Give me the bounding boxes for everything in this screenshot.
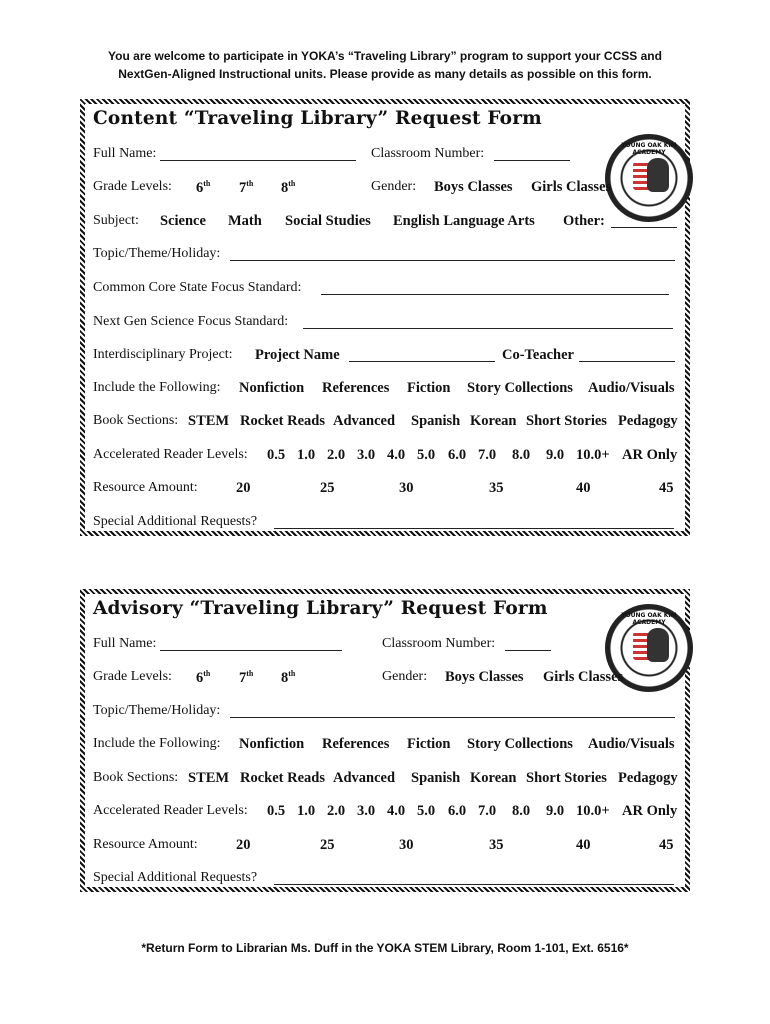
include-nonfiction[interactable]: Nonfiction bbox=[239, 380, 305, 396]
special-requests-label: Special Additional Requests? bbox=[93, 514, 258, 529]
topic-row bbox=[93, 246, 677, 268]
include-references[interactable]: References bbox=[322, 380, 390, 396]
adv-include-story-collections[interactable]: Story Collections bbox=[467, 736, 573, 752]
adv-special-requests-row bbox=[93, 870, 677, 892]
other-field[interactable] bbox=[611, 213, 677, 228]
amount-25[interactable]: 25 bbox=[320, 480, 335, 496]
adv-gender-label: Gender: bbox=[382, 669, 428, 684]
content-form-title: Content “Traveling Library” Request Form bbox=[93, 108, 542, 129]
section-rocket-reads[interactable]: Rocket Reads bbox=[240, 413, 325, 429]
ar-level-4-0[interactable]: 4.0 bbox=[387, 447, 406, 463]
boys-classes-option[interactable]: Boys Classes bbox=[434, 179, 513, 195]
adv-include-row bbox=[93, 736, 677, 758]
interdisciplinary-label: Interdisciplinary Project: bbox=[93, 347, 233, 362]
adv-ar-level-9-0[interactable]: 9.0 bbox=[546, 803, 565, 819]
adv-ar-level-6-0[interactable]: 6.0 bbox=[448, 803, 467, 819]
adv-topic-label: Topic/Theme/Holiday: bbox=[93, 703, 221, 718]
ar-level-6-0[interactable]: 6.0 bbox=[448, 447, 467, 463]
advisory-request-form bbox=[80, 589, 690, 892]
topic-label: Topic/Theme/Holiday: bbox=[93, 246, 221, 261]
classroom-label: Classroom Number: bbox=[371, 146, 485, 161]
include-label: Include the Following: bbox=[93, 380, 221, 395]
ar-level-10-plus[interactable]: 10.0+ bbox=[576, 447, 610, 463]
include-audio-visuals[interactable]: Audio/Visuals bbox=[588, 380, 675, 396]
adv-section-short-stories[interactable]: Short Stories bbox=[526, 770, 607, 786]
subject-other[interactable]: Other: bbox=[563, 213, 605, 229]
ccss-field[interactable] bbox=[321, 280, 669, 295]
ar-levels-row bbox=[93, 447, 677, 469]
adv-ar-level-10-plus[interactable]: 10.0+ bbox=[576, 803, 610, 819]
special-requests-field[interactable] bbox=[274, 514, 674, 529]
ccss-row bbox=[93, 280, 677, 302]
adv-section-rocket-reads[interactable]: Rocket Reads bbox=[240, 770, 325, 786]
subject-row bbox=[93, 213, 677, 235]
adv-boys-classes-option[interactable]: Boys Classes bbox=[445, 669, 524, 685]
ar-level-1-0[interactable]: 1.0 bbox=[297, 447, 316, 463]
adv-ar-level-7-0[interactable]: 7.0 bbox=[478, 803, 497, 819]
adv-special-requests-field[interactable] bbox=[274, 870, 674, 885]
grade-8-option[interactable]: 8th bbox=[281, 179, 296, 196]
amount-35[interactable]: 35 bbox=[489, 480, 504, 496]
adv-amount-label: Resource Amount: bbox=[93, 837, 198, 852]
adv-classroom-field[interactable] bbox=[505, 636, 551, 651]
adv-ar-levels-label: Accelerated Reader Levels: bbox=[93, 803, 248, 818]
section-pedagogy[interactable]: Pedagogy bbox=[618, 413, 678, 429]
adv-grade-label: Grade Levels: bbox=[93, 669, 172, 684]
adv-ar-level-4-0[interactable]: 4.0 bbox=[387, 803, 406, 819]
amount-20[interactable]: 20 bbox=[236, 480, 251, 496]
adv-full-name-field[interactable] bbox=[160, 636, 342, 651]
adv-section-stem[interactable]: STEM bbox=[188, 770, 230, 786]
subject-math[interactable]: Math bbox=[228, 213, 262, 229]
subject-label: Subject: bbox=[93, 213, 139, 228]
section-advanced[interactable]: Advanced bbox=[333, 413, 396, 429]
return-instructions: *Return Form to Librarian Ms. Duff in the YOKA STEM Library, Room 1-101, Ext. 6516* bbox=[141, 941, 629, 955]
ar-levels-label: Accelerated Reader Levels: bbox=[93, 447, 248, 462]
adv-girls-classes-option[interactable]: Girls Classes bbox=[543, 669, 624, 685]
grade-gender-row bbox=[93, 179, 677, 201]
adv-full-name-row bbox=[93, 636, 677, 658]
amount-45[interactable]: 45 bbox=[659, 480, 674, 496]
adv-grade-gender-row bbox=[93, 669, 677, 691]
adv-include-fiction[interactable]: Fiction bbox=[407, 736, 451, 752]
adv-grade-7-option[interactable]: 7th bbox=[239, 669, 254, 686]
ngss-row bbox=[93, 314, 677, 336]
gender-label: Gender: bbox=[371, 179, 417, 194]
special-requests-row bbox=[93, 514, 677, 536]
sections-row bbox=[93, 413, 677, 435]
sections-label: Book Sections: bbox=[93, 413, 179, 428]
adv-special-requests-label: Special Additional Requests? bbox=[93, 870, 258, 885]
project-name-label: Project Name bbox=[255, 347, 340, 363]
adv-section-advanced[interactable]: Advanced bbox=[333, 770, 396, 786]
adv-grade-6-option[interactable]: 6th bbox=[196, 669, 211, 686]
ar-level-3-0[interactable]: 3.0 bbox=[357, 447, 376, 463]
adv-ar-level-2-0[interactable]: 2.0 bbox=[327, 803, 346, 819]
adv-include-audio-visuals[interactable]: Audio/Visuals bbox=[588, 736, 675, 752]
adv-ar-only[interactable]: AR Only bbox=[622, 803, 678, 819]
full-name-label: Full Name: bbox=[93, 146, 157, 161]
interdisciplinary-row bbox=[93, 347, 677, 369]
intro-line-2: NextGen-Aligned Instructional units. Please provide as many details as possible on this form. bbox=[118, 67, 652, 81]
adv-amount-30[interactable]: 30 bbox=[399, 837, 414, 853]
adv-ar-level-8-0[interactable]: 8.0 bbox=[512, 803, 531, 819]
adv-amount-row bbox=[93, 837, 677, 859]
co-teacher-label: Co-Teacher bbox=[502, 347, 574, 363]
co-teacher-field[interactable] bbox=[579, 347, 675, 362]
full-name-row bbox=[93, 146, 677, 168]
content-request-form bbox=[80, 99, 690, 536]
project-name-field[interactable] bbox=[349, 347, 495, 362]
adv-amount-40[interactable]: 40 bbox=[576, 837, 591, 853]
amount-40[interactable]: 40 bbox=[576, 480, 591, 496]
adv-section-pedagogy[interactable]: Pedagogy bbox=[618, 770, 678, 786]
adv-classroom-label: Classroom Number: bbox=[382, 636, 496, 651]
ar-level-9-0[interactable]: 9.0 bbox=[546, 447, 565, 463]
girls-classes-option[interactable]: Girls Classes bbox=[531, 179, 612, 195]
ar-level-0-5[interactable]: 0.5 bbox=[267, 447, 286, 463]
adv-full-name-label: Full Name: bbox=[93, 636, 157, 651]
section-korean[interactable]: Korean bbox=[470, 413, 517, 429]
section-stem[interactable]: STEM bbox=[188, 413, 230, 429]
ar-level-8-0[interactable]: 8.0 bbox=[512, 447, 531, 463]
grade-label: Grade Levels: bbox=[93, 179, 172, 194]
seal-text: YOUNG OAK KIM ACADEMY bbox=[621, 612, 677, 626]
adv-ar-level-3-0[interactable]: 3.0 bbox=[357, 803, 376, 819]
grade-6-option[interactable]: 6th bbox=[196, 179, 211, 196]
adv-ar-level-1-0[interactable]: 1.0 bbox=[297, 803, 316, 819]
include-fiction[interactable]: Fiction bbox=[407, 380, 451, 396]
adv-sections-row bbox=[93, 770, 677, 792]
adv-section-korean[interactable]: Korean bbox=[470, 770, 517, 786]
adv-ar-level-0-5[interactable]: 0.5 bbox=[267, 803, 286, 819]
include-story-collections[interactable]: Story Collections bbox=[467, 380, 573, 396]
adv-include-references[interactable]: References bbox=[322, 736, 390, 752]
adv-grade-8-option[interactable]: 8th bbox=[281, 669, 296, 686]
ar-only[interactable]: AR Only bbox=[622, 447, 678, 463]
full-name-field[interactable] bbox=[160, 146, 356, 161]
amount-label: Resource Amount: bbox=[93, 480, 198, 495]
ccss-label: Common Core State Focus Standard: bbox=[93, 280, 302, 295]
adv-include-label: Include the Following: bbox=[93, 736, 221, 751]
seal-text: YOUNG OAK KIM ACADEMY bbox=[621, 142, 677, 156]
adv-sections-label: Book Sections: bbox=[93, 770, 179, 785]
ngss-label: Next Gen Science Focus Standard: bbox=[93, 314, 289, 329]
classroom-field[interactable] bbox=[494, 146, 570, 161]
subject-ela[interactable]: English Language Arts bbox=[393, 213, 535, 229]
topic-field[interactable] bbox=[230, 246, 675, 261]
intro-line-1: You are welcome to participate in YOKA’s “Traveling Library” program to support your CCSS and bbox=[108, 49, 662, 63]
adv-topic-row bbox=[93, 703, 677, 725]
adv-include-nonfiction[interactable]: Nonfiction bbox=[239, 736, 305, 752]
adv-ar-levels-row bbox=[93, 803, 677, 825]
amount-row bbox=[93, 480, 677, 502]
intro-text bbox=[60, 47, 710, 83]
section-short-stories[interactable]: Short Stories bbox=[526, 413, 607, 429]
advisory-form-title: Advisory “Traveling Library” Request Form bbox=[93, 598, 548, 619]
ngss-field[interactable] bbox=[303, 314, 673, 329]
adv-topic-field[interactable] bbox=[230, 703, 675, 718]
ar-level-7-0[interactable]: 7.0 bbox=[478, 447, 497, 463]
adv-section-spanish[interactable]: Spanish bbox=[411, 770, 461, 786]
ar-level-5-0[interactable]: 5.0 bbox=[417, 447, 436, 463]
amount-30[interactable]: 30 bbox=[399, 480, 414, 496]
subject-science[interactable]: Science bbox=[160, 213, 206, 229]
adv-ar-level-5-0[interactable]: 5.0 bbox=[417, 803, 436, 819]
adv-amount-25[interactable]: 25 bbox=[320, 837, 335, 853]
ar-level-2-0[interactable]: 2.0 bbox=[327, 447, 346, 463]
include-row bbox=[93, 380, 677, 402]
subject-social-studies[interactable]: Social Studies bbox=[285, 213, 371, 229]
grade-7-option[interactable]: 7th bbox=[239, 179, 254, 196]
section-spanish[interactable]: Spanish bbox=[411, 413, 461, 429]
adv-amount-20[interactable]: 20 bbox=[236, 837, 251, 853]
adv-amount-45[interactable]: 45 bbox=[659, 837, 674, 853]
adv-amount-35[interactable]: 35 bbox=[489, 837, 504, 853]
